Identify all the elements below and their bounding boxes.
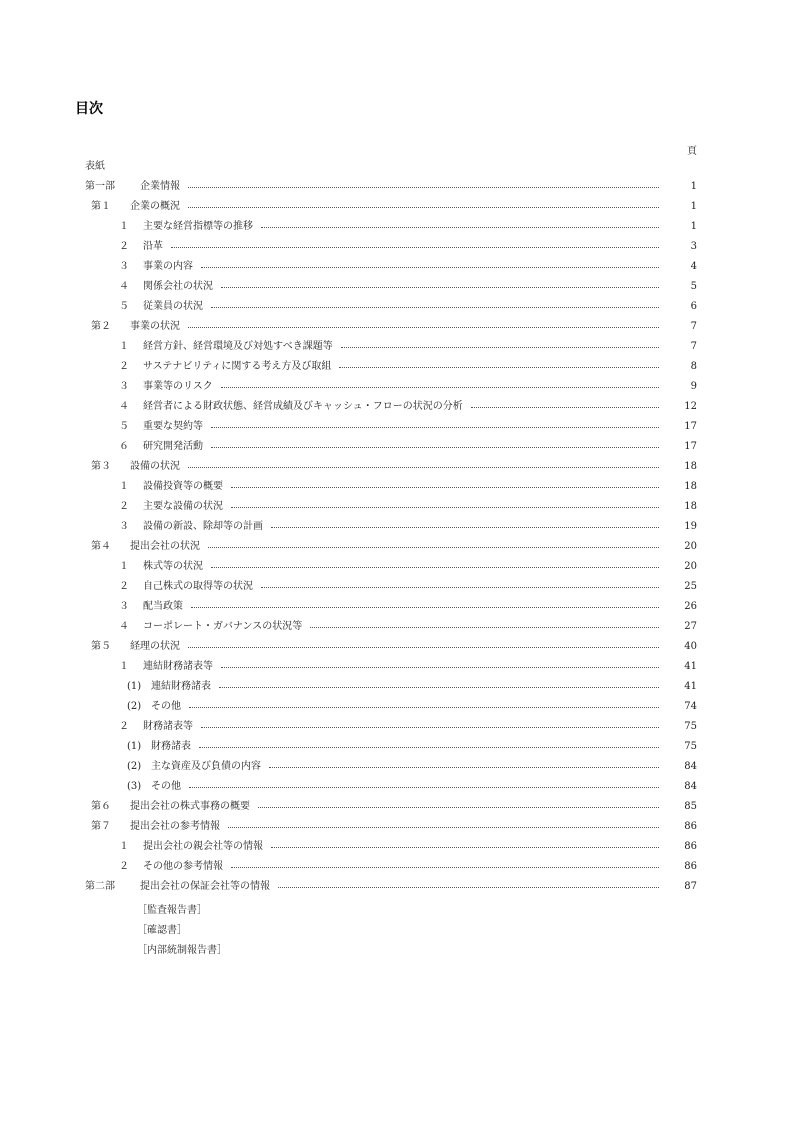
toc-entry-dot-leader [471, 407, 659, 408]
appendix-item-confirmation: ［確認書］ [137, 925, 187, 936]
toc-entry-dot-leader [219, 687, 659, 688]
toc-entry-number: ４ [119, 281, 129, 292]
toc-entry-number: ２ [119, 861, 129, 872]
toc-entry-dot-leader [191, 607, 659, 608]
toc-entry-page-number: 27 [684, 621, 697, 632]
toc-entry-label: 企業情報 [140, 181, 180, 192]
toc-entry [85, 437, 697, 457]
toc-entry-page-number: 19 [684, 521, 697, 532]
toc-entry-page-number: 26 [684, 601, 697, 612]
toc-entry-label: 株式等の状況 [143, 561, 203, 572]
toc-entry-number: (3) [127, 781, 142, 792]
toc-entry-page-number: 86 [684, 861, 697, 872]
toc-entry-label: 経営者による財政状態、経営成績及びキャッシュ・フローの状況の分析 [143, 401, 463, 412]
toc-entry-page-number: 17 [684, 421, 697, 432]
toc-entry-label: 提出会社の状況 [130, 541, 200, 552]
toc-entry-label: 提出会社の株式事務の概要 [130, 801, 250, 812]
toc-entry-number: (1) [127, 741, 142, 752]
toc-entry-number: (2) [127, 761, 142, 772]
toc-entry-label: 提出会社の保証会社等の情報 [140, 881, 270, 892]
toc-entry-page-number: 7 [690, 341, 697, 352]
toc-entry-dot-leader [199, 747, 659, 748]
toc-entry-dot-leader [339, 367, 659, 368]
toc-entry-number: ４ [119, 621, 129, 632]
toc-entry [85, 697, 697, 717]
toc-entry-number: ５ [119, 421, 129, 432]
toc-entry-page-number: 9 [690, 381, 697, 392]
toc-entry-label: 事業等のリスク [143, 381, 213, 392]
toc-entry-dot-leader [171, 247, 659, 248]
toc-entry-number: 第４ [91, 541, 111, 552]
toc-entry-label: 設備の新設、除却等の計画 [143, 521, 263, 532]
toc-entry-dot-leader [278, 887, 659, 888]
toc-entry-dot-leader [221, 287, 659, 288]
toc-entry [85, 277, 697, 297]
toc-entry [85, 217, 697, 237]
toc-entry-label: 企業の概況 [130, 201, 180, 212]
toc-entry-page-number: 20 [684, 541, 697, 552]
toc-entry [85, 237, 697, 257]
toc-entry [85, 637, 697, 657]
toc-entry-page-number: 74 [684, 701, 697, 712]
toc-entry-number: ２ [119, 361, 129, 372]
toc-entry-dot-leader [211, 307, 659, 308]
toc-entry-page-number: 86 [684, 821, 697, 832]
toc-entry [85, 257, 697, 277]
toc-entry-dot-leader [201, 727, 659, 728]
toc-entry-dot-leader [221, 387, 659, 388]
toc-entry-number: 第１ [91, 201, 111, 212]
toc-entry [85, 357, 697, 377]
toc-entry-dot-leader [208, 547, 659, 548]
toc-entry-page-number: 12 [684, 401, 697, 412]
toc-entry-dot-leader [221, 667, 659, 668]
toc-entry [85, 297, 697, 317]
toc-entry-label: 従業員の状況 [143, 301, 203, 312]
page-title: 目次 [75, 101, 103, 117]
toc-entry [85, 417, 697, 437]
appendix-item-audit-report: ［監査報告書］ [137, 905, 207, 916]
toc-entry-label: コーポレート・ガバナンスの状況等 [143, 621, 303, 632]
toc-entry-label: 提出会社の参考情報 [130, 821, 220, 832]
toc-entry-label: 関係会社の状況 [143, 281, 213, 292]
toc-entry-page-number: 20 [684, 561, 697, 572]
toc-entry-label: サステナビリティに関する考え方及び取組 [143, 361, 332, 372]
toc-entry-label: 主要な経営指標等の推移 [143, 221, 253, 232]
toc-entry-number: (1) [127, 681, 142, 692]
appendix-item-internal-control-report: ［内部統制報告書］ [137, 945, 227, 956]
toc-entry-number: 第７ [91, 821, 111, 832]
toc-entry-label: 研究開発活動 [143, 441, 203, 452]
toc-entry-label: その他 [151, 701, 181, 712]
toc-entry-dot-leader [228, 827, 659, 828]
toc-entry [85, 877, 697, 897]
toc-entry [85, 177, 697, 197]
toc-entry [85, 857, 697, 877]
toc-entry-number: １ [119, 481, 129, 492]
toc-entry-page-number: 86 [684, 841, 697, 852]
toc-entry-page-number: 75 [684, 721, 697, 732]
toc-entry-dot-leader [271, 527, 659, 528]
toc-entry [85, 537, 697, 557]
toc-entry-dot-leader [188, 327, 659, 328]
toc-entry-page-number: 18 [684, 481, 697, 492]
toc-entry-label: 配当政策 [143, 601, 183, 612]
toc-entry-page-number: 85 [684, 801, 697, 812]
toc-entry [85, 397, 697, 417]
toc-entry-dot-leader [211, 427, 659, 428]
toc-entry-page-number: 6 [690, 301, 697, 312]
toc-entry-label: 提出会社の親会社等の情報 [143, 841, 263, 852]
toc-entry [85, 837, 697, 857]
toc-entry-label: 経営方針、経営環境及び対処すべき課題等 [143, 341, 333, 352]
toc-entry-number: １ [119, 221, 129, 232]
toc-entry-number: 第５ [91, 641, 111, 652]
toc-entry-number: ２ [119, 721, 129, 732]
toc-entry-label: 財務諸表 [151, 741, 191, 752]
toc-entry [85, 657, 697, 677]
toc-entry [85, 497, 697, 517]
toc-entry-page-number: 4 [690, 261, 697, 272]
cover-label: 表紙 [85, 161, 105, 172]
toc-entry-dot-leader [188, 187, 659, 188]
toc-entry-label: 主な資産及び負債の内容 [151, 761, 261, 772]
toc-entry-label: 主要な設備の状況 [143, 501, 223, 512]
toc-entry-dot-leader [211, 567, 659, 568]
toc-entry-dot-leader [231, 487, 659, 488]
toc-entry-label: 設備投資等の概要 [143, 481, 223, 492]
toc-entry-number: 第一部 [85, 181, 115, 192]
toc-entry [85, 817, 697, 837]
toc-entry-label: 財務諸表等 [143, 721, 193, 732]
toc-entry [85, 197, 697, 217]
toc-entry [85, 477, 697, 497]
toc-entry-page-number: 40 [684, 641, 697, 652]
toc-entry-number: ５ [119, 301, 129, 312]
toc-entry-page-number: 1 [690, 201, 697, 212]
toc-entry [85, 577, 697, 597]
toc-entry-number: １ [119, 341, 129, 352]
toc-entry [85, 757, 697, 777]
toc-entry-label: 重要な契約等 [143, 421, 203, 432]
toc-entry [85, 617, 697, 637]
toc-entry-page-number: 5 [690, 281, 697, 292]
toc-entry-number: 第６ [91, 801, 111, 812]
page-column-header: 頁 [687, 146, 697, 157]
toc-entry-dot-leader [231, 507, 659, 508]
toc-entry-dot-leader [271, 847, 659, 848]
toc-entry-page-number: 41 [684, 661, 697, 672]
toc-entry-page-number: 18 [684, 461, 697, 472]
toc-entry-page-number: 17 [684, 441, 697, 452]
toc-entry-number: 第３ [91, 461, 111, 472]
toc-entry [85, 797, 697, 817]
toc-entry-label: 沿革 [143, 241, 163, 252]
toc-entry-number: (2) [127, 701, 142, 712]
toc-entry-label: その他 [151, 781, 181, 792]
toc-entry [85, 717, 697, 737]
toc-entry-number: １ [119, 841, 129, 852]
toc-entry-dot-leader [231, 867, 659, 868]
toc-entry-number: ２ [119, 581, 129, 592]
toc-entry-number: ４ [119, 401, 129, 412]
toc-entry-dot-leader [188, 647, 659, 648]
toc-entry [85, 517, 697, 537]
toc-entry-dot-leader [188, 207, 659, 208]
toc-entry-page-number: 18 [684, 501, 697, 512]
toc-entry [85, 597, 697, 617]
toc-entry-label: 連結財務諸表 [151, 681, 211, 692]
toc-entry [85, 317, 697, 337]
toc-entry-number: 第二部 [85, 881, 115, 892]
toc-entry-dot-leader [341, 347, 659, 348]
toc-entry-dot-leader [189, 787, 659, 788]
toc-entry-label: 自己株式の取得等の状況 [143, 581, 253, 592]
toc-entry-page-number: 75 [684, 741, 697, 752]
toc-entry-label: 経理の状況 [130, 641, 180, 652]
toc-entry-dot-leader [188, 467, 659, 468]
toc-entry-page-number: 1 [690, 221, 697, 232]
toc-entry [85, 737, 697, 757]
toc-entry-dot-leader [269, 767, 659, 768]
toc-entry [85, 557, 697, 577]
toc-entry-number: 第２ [91, 321, 111, 332]
toc-entry-page-number: 25 [684, 581, 697, 592]
toc-entry-dot-leader [211, 447, 659, 448]
toc-entry-page-number: 41 [684, 681, 697, 692]
toc-entry-page-number: 84 [684, 761, 697, 772]
toc-entry-number: ３ [119, 261, 129, 272]
toc-entry-number: １ [119, 561, 129, 572]
toc-entry-dot-leader [201, 267, 659, 268]
toc-entry-number: ２ [119, 501, 129, 512]
toc-entry [85, 677, 697, 697]
toc-entry-page-number: 3 [690, 241, 697, 252]
toc-entry-label: 連結財務諸表等 [143, 661, 213, 672]
toc-entry-dot-leader [261, 227, 659, 228]
toc-entry-dot-leader [258, 807, 659, 808]
toc-entry-number: ３ [119, 521, 129, 532]
toc-entry-number: ３ [119, 381, 129, 392]
toc-entry-page-number: 87 [684, 881, 697, 892]
toc-entry [85, 777, 697, 797]
toc-entry-number: １ [119, 661, 129, 672]
toc-entry [85, 457, 697, 477]
toc-entry-label: 事業の状況 [130, 321, 180, 332]
toc-entry-number: ３ [119, 601, 129, 612]
toc-entry-number: ６ [119, 441, 129, 452]
toc-entry-label: 事業の内容 [143, 261, 193, 272]
toc-entry-label: 設備の状況 [130, 461, 180, 472]
toc-entry-dot-leader [189, 707, 659, 708]
toc-entry-dot-leader [310, 627, 659, 628]
toc-entry-label: その他の参考情報 [143, 861, 223, 872]
toc-entry-number: ２ [119, 241, 129, 252]
toc-entry [85, 377, 697, 397]
toc-entry-page-number: 7 [690, 321, 697, 332]
toc-entry-page-number: 1 [690, 181, 697, 192]
toc-entry-page-number: 8 [690, 361, 697, 372]
toc-entry-dot-leader [261, 587, 659, 588]
toc-entry-page-number: 84 [684, 781, 697, 792]
toc-entry [85, 337, 697, 357]
